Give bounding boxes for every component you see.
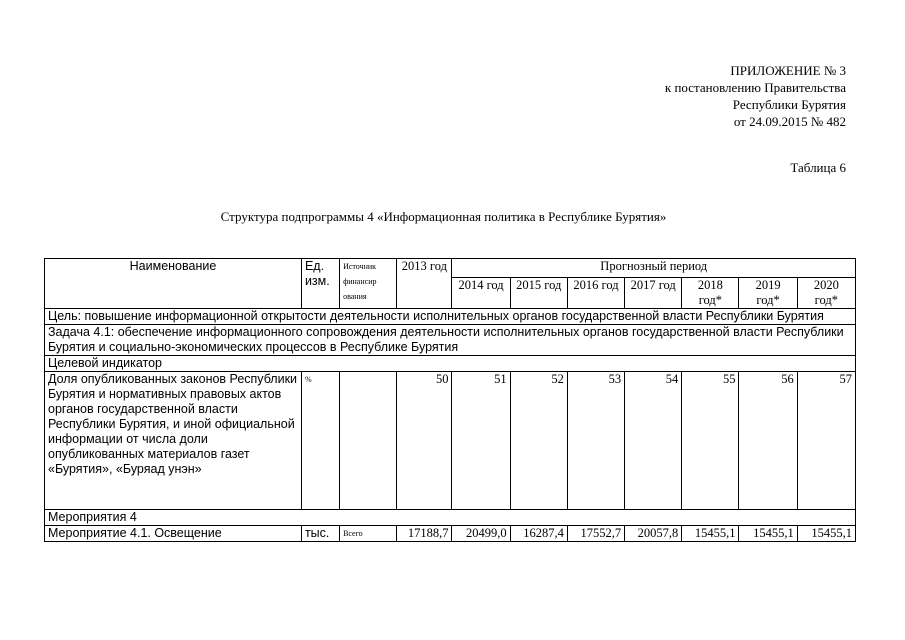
event-value-2020: 15455,1: [797, 526, 855, 542]
indicator-value-2017: 54: [625, 372, 682, 510]
header-year-2017: 2017 год: [625, 278, 682, 309]
header-year-2016: 2016 год: [567, 278, 624, 309]
event-value-2013: 17188,7: [397, 526, 452, 542]
indicator-value-2018: 55: [682, 372, 739, 510]
indicator-name: Доля опубликованных законов Республики Бурятия и нормативных правовых актов органов государственной власти Республики Бурятия, и иной официальной информации от числа доли опубликованных материалов газет «Бурятия», «Буряад унэн»: [45, 372, 302, 510]
header-year-2014: 2014 год: [452, 278, 510, 309]
indicator-value-2015: 52: [510, 372, 567, 510]
appendix-line-1: ПРИЛОЖЕНИЕ № 3: [730, 63, 846, 78]
appendix-block: [665, 62, 846, 130]
header-year-2018: 2018 год*: [682, 278, 739, 309]
event-value-2017: 20057,8: [625, 526, 682, 542]
header-name: Наименование: [45, 259, 302, 309]
indicator-value-2014: 51: [452, 372, 510, 510]
event-source: Всего: [340, 526, 397, 542]
events-header-row: [45, 510, 856, 526]
header-source: Источник финансир ования: [340, 259, 397, 309]
event-name: Мероприятие 4.1. Освещение: [45, 526, 302, 542]
subprogram-table: [44, 258, 856, 542]
header-forecast: Прогнозный период: [452, 259, 856, 278]
event-unit: тыс.: [301, 526, 339, 542]
appendix-line-4: от 24.09.2015 № 482: [733, 114, 846, 129]
indicator-source: [340, 372, 397, 510]
header-year-2020: 2020 год*: [797, 278, 855, 309]
indicator-value-2019: 56: [739, 372, 797, 510]
header-year-2015: 2015 год: [510, 278, 567, 309]
header-unit: Ед. изм.: [301, 259, 339, 309]
event-value-2014: 20499,0: [452, 526, 510, 542]
indicator-row: [45, 372, 856, 510]
indicator-header-text: Целевой индикатор: [45, 356, 856, 372]
table-number: Таблица 6: [790, 160, 846, 175]
appendix-line-2: к постановлению Правительства: [664, 80, 846, 95]
task-text: Задача 4.1: обеспечение информационного сопровождения деятельности исполнительных органов государственной власти Республики Бурятия и социально-экономических процессов в Республике Бурятия: [45, 325, 856, 356]
event-value-2016: 17552,7: [567, 526, 624, 542]
indicator-unit: %: [301, 372, 339, 510]
appendix-line-3: Республики Бурятия: [732, 97, 846, 112]
header-row-1: [45, 259, 856, 278]
goal-text: Цель: повышение информационной открытости деятельности исполнительных органов государственной власти Республики Бурятия: [45, 309, 856, 325]
goal-row: [45, 309, 856, 325]
event-row: [45, 526, 856, 542]
task-row: [45, 325, 856, 356]
event-value-2015: 16287,4: [510, 526, 567, 542]
indicator-value-2016: 53: [567, 372, 624, 510]
indicator-header-row: [45, 356, 856, 372]
header-year-2019: 2019 год*: [739, 278, 797, 309]
document-title: Структура подпрограммы 4 «Информационная политика в Республике Бурятия»: [220, 209, 667, 224]
events-header-text: Мероприятия 4: [45, 510, 856, 526]
header-2013: 2013 год: [397, 259, 452, 309]
event-value-2019: 15455,1: [739, 526, 797, 542]
event-value-2018: 15455,1: [682, 526, 739, 542]
indicator-value-2020: 57: [797, 372, 855, 510]
indicator-value-2013: 50: [397, 372, 452, 510]
